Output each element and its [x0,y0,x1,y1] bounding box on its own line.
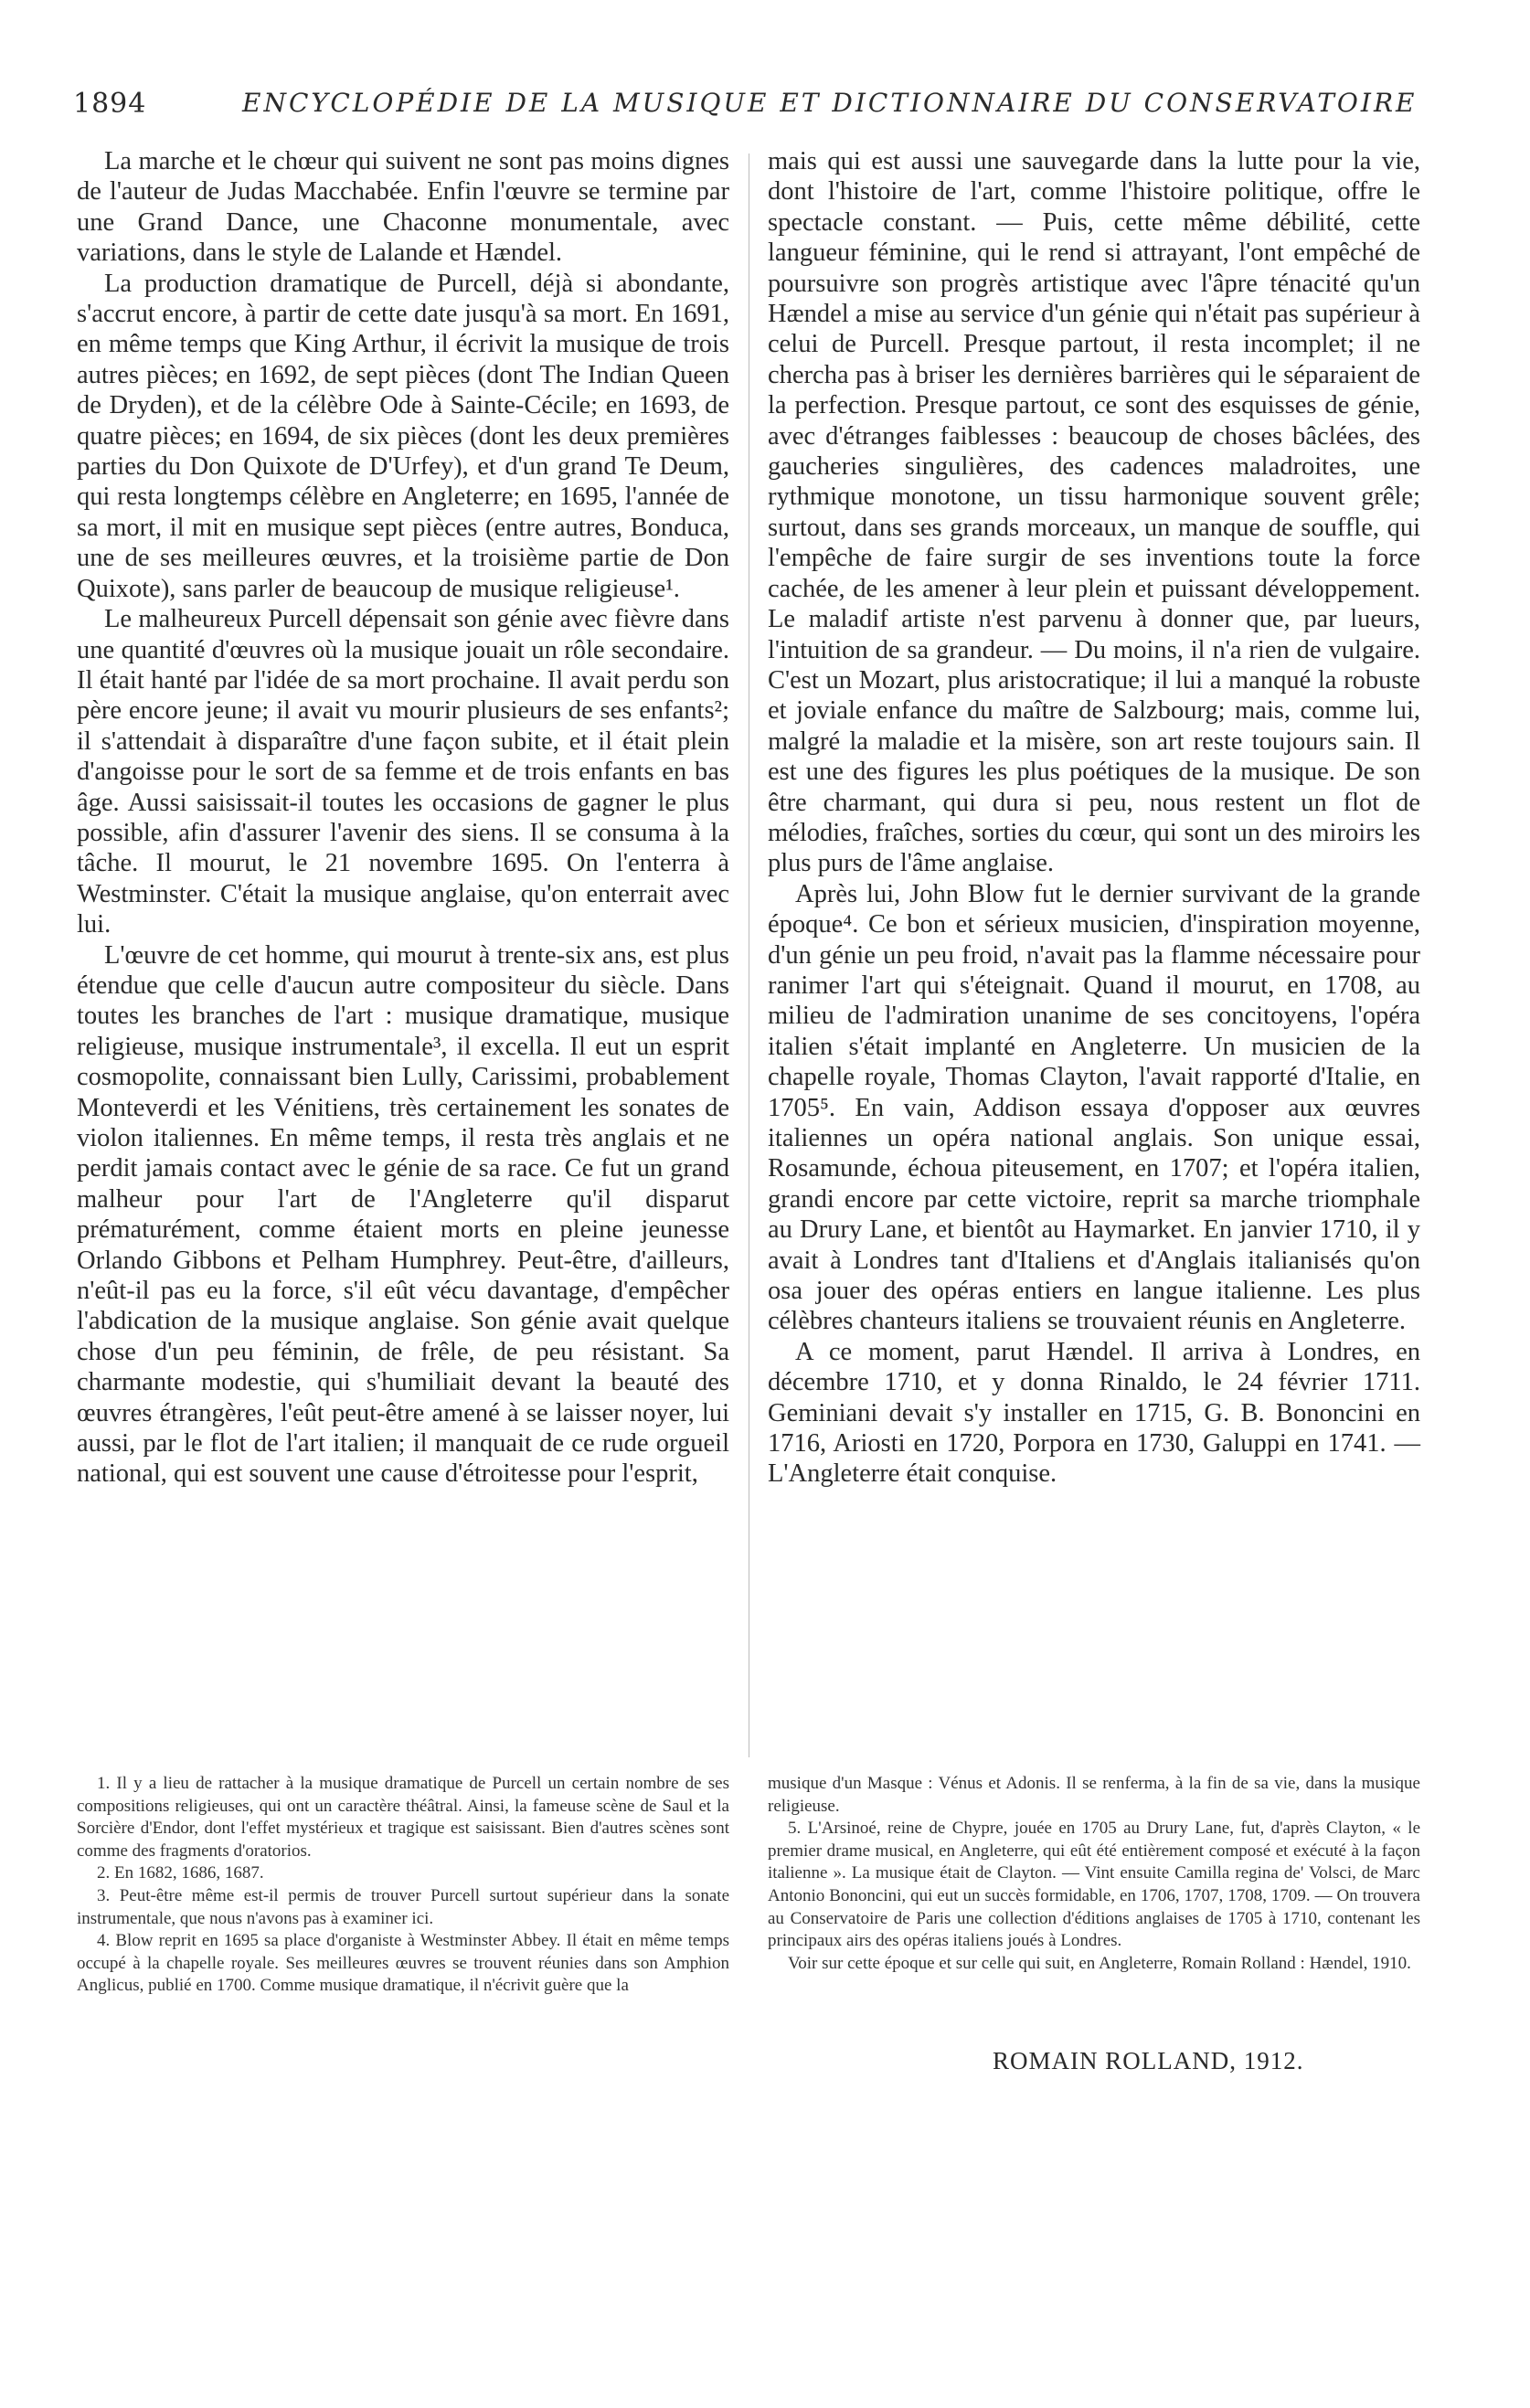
paragraph: A ce moment, parut Hændel. Il arriva à Londres, en décembre 1710, et y donna Rinaldo, le 24 février 1711. Geminiani devait s'y installer en 1715, G. B. Bononcini en 1716, Ariosti en 1720, Porpora en 1730, Galuppi en 1741. — L'Angleterre était conquise. [768,1337,1420,1489]
footnote: Voir sur cette époque et sur celle qui suit, en Angleterre, Romain Rolland : Hændel, 1910. [788,1953,1411,1973]
footnote: 3. Peut-être même est-il permis de trouver Purcell surtout supérieur dans la sonate instrumentale, que nous n'avons pas à examiner ici. [77,1885,729,1928]
paragraph: Le malheureux Purcell dépensait son génie avec fièvre dans une quantité d'œuvres où la musique jouait un rôle secondaire. Il était hanté par l'idée de sa mort prochaine. Il avait perdu son père encore jeune; il avait vu mourir plusieurs de ses enfants²; il s'attendait à disparaître d'une façon subite, et il était plein d'angoisse pour le sort de sa femme et de trois enfants en bas âge. Aussi saisissait-il toutes les occasions de gagner le plus possible, afin d'assurer l'avenir des siens. Il se consuma à la tâche. Il mourut, le 21 novembre 1695. On l'enterra à Westminster. C'était la musique anglaise, qu'on enterrait avec lui. [77,605,729,939]
paragraph: Après lui, John Blow fut le dernier survivant de la grande époque⁴. Ce bon et sérieux musicien, d'inspiration moyenne, d'un génie un peu froid, n'avait pas la flamme nécessaire pour ranimer l'art qui s'éteignait. Quand il mourut, en 1708, au milieu de l'admiration unanime de ses concitoyens, l'opéra italien s'était implanté en Angleterre. Un musicien de la chapelle royale, Thomas Clayton, l'avait rapporté d'Italie, en 1705⁵. En vain, Addison essaya d'opposer aux œuvres italiennes un opéra national anglais. Son unique essai, Rosamunde, échoua piteusement, en 1707; et l'opéra italien, grandi encore par cette victoire, reprit sa marche triomphale au Drury Lane, et bientôt au Haymarket. En janvier 1710, il y avait à Londres tant d'Italiens et d'Anglais italianisés qu'on osa jouer des opéras entiers en langue italienne. Les plus célèbres chanteurs italiens se trouvaient réunis en Angleterre. [768,879,1420,1336]
paragraph: mais qui est aussi une sauvegarde dans la lutte pour la vie, dont l'histoire de l'art, comme l'histoire politique, offre le spectacle constant. — Puis, cette même débilité, cette langueur féminine, qui le rend si attrayant, l'ont empêché de poursuivre son progrès artistique avec l'âpre ténacité qu'un Hændel a mise au service d'un génie qui n'était pas supérieur à celui de Purcell. Presque partout, il resta incomplet; il ne chercha pas à briser les dernières barrières qui le séparaient de la perfection. Presque partout, ce sont des esquisses de génie, avec d'étranges faiblesses : beaucoup de choses bâclées, des gaucheries singulières, des cadences maladroites, une rythmique monotone, un tissu harmonique souvent grêle; surtout, dans ses grands morceaux, un manque de souffle, qui l'empêche de faire surgir de ses inventions toute la force cachée, de les amener à leur plein et puissant développement. Le maladif artiste n'est parvenu à donner que, par lueurs, l'intuition de sa grandeur. — Du moins, il n'a rien de vulgaire. C'est un Mozart, plus aristocratique; il lui a manqué la robuste et joviale enfance du maître de Salzbourg; mais, comme lui, malgré la maladie et la misère, son art reste toujours sain. Il est une des figures les plus poétiques de la musique. De son être charmant, qui dura si peu, nous restent un flot de mélodies, fraîches, sorties du cœur, qui sont un des miroirs les plus purs de l'âme anglaise. [768,147,1420,878]
paragraph: La marche et le chœur qui suivent ne sont pas moins dignes de l'auteur de Judas Macchabée. Enfin l'œuvre se termine par une Grand Dance, une Chaconne monumentale, avec variations, dans le style de Lalande et Hændel. [77,147,729,268]
footnote: musique d'un Masque : Vénus et Adonis. Il se renferma, à la fin de sa vie, dans la musique religieuse. [768,1774,1420,1816]
main-text-right-column [768,146,1420,1490]
paragraph: L'œuvre de cet homme, qui mourut à trente-six ans, est plus étendue que celle d'aucun autre compositeur du siècle. Dans toutes les branches de l'art : musique dramatique, musique religieuse, musique instrumentale³, il excella. Il eut un esprit cosmopolite, connaissant bien Lully, Carissimi, probablement Monteverdi et les Vénitiens, très certainement les sonates de violon italiennes. En même temps, il resta très anglais et ne perdit jamais contact avec le génie de sa race. Ce fut un grand malheur pour l'art de l'Angleterre qu'il disparut prématurément, comme étaient morts en pleine jeunesse Orlando Gibbons et Pelham Humphrey. Peut-être, d'ailleurs, n'eût-il pas eu la force, s'il eût vécu davantage, d'empêcher l'abdication de la musique anglaise. Son génie avait quelque chose d'un peu féminin, de frêle, de peu résistant. Sa charmante modestie, qui s'humiliait devant la beauté des œuvres étrangères, l'eût peut-être amené à se laisser noyer, lui aussi, par le flot de l'art italien; il manquait de ce rude orgueil national, qui est souvent une cause d'étroitesse pour l'esprit, [77,940,729,1489]
running-title: ENCYCLOPÉDIE DE LA MUSIQUE ET DICTIONNAIRE DU CONSERVATOIRE [242,88,1418,118]
page-number: 1894 [73,88,147,120]
paragraph: La production dramatique de Purcell, déjà si abondante, s'accrut encore, à partir de cette date jusqu'à sa mort. En 1691, en même temps que King Arthur, il écrivit la musique de trois autres pièces; en 1692, de sept pièces (dont The Indian Queen de Dryden), et de la célèbre Ode à Sainte-Cécile; en 1693, de quatre pièces; en 1694, de six pièces (dont les deux premières parties du Don Quixote de D'Urfey), et d'un grand Te Deum, qui resta longtemps célèbre en Angleterre; en 1695, l'année de sa mort, il mit en musique sept pièces (entre autres, Bonduca, une de ses meilleures œuvres, et la troisième partie de Don Quixote), sans parler de beaucoup de musique religieuse¹. [77,269,729,603]
author-signature: ROMAIN ROLLAND, 1912. [993,2047,1304,2074]
footnotes-left [77,1773,729,1998]
footnote: 5. L'Arsinoé, reine de Chypre, jouée en 1705 au Drury Lane, fut, d'après Clayton, « le premier drame musical, en Angleterre, qui eût été entièrement composé et exécuté à la façon italienne ». La musique était de Clayton. — Vint ensuite Camilla regina de' Volsci, de Marc Antonio Bononcini, qui eut un succès formidable, en 1706, 1707, 1708, 1709. — On trouvera au Conservatoire de Paris une collection d'éditions anglaises de 1705 à 1710, contenant les principaux airs des opéras italiens joués à Londres. [768,1819,1420,1951]
main-text-left-column [77,146,729,1490]
footnotes-right [768,1773,1420,1975]
footnote: 4. Blow reprit en 1695 sa place d'organiste à Westminster Abbey. Il était en même temps occupé à la chapelle royale. Ses meilleures œuvres se trouvent réunies dans son Amphion Anglicus, publié en 1700. Comme musique dramatique, il n'écrivit guère que la [77,1931,729,1996]
footnote: 1. Il y a lieu de rattacher à la musique dramatique de Purcell un certain nombre de ses compositions religieuses, qui ont un caractère théâtral. Ainsi, la fameuse scène de Saul et la Sorcière d'Endor, dont l'effet mystérieux et tragique est saisissant. Bien d'autres scènes sont comme des fragments d'oratorios. [77,1774,729,1861]
footnote: 2. En 1682, 1686, 1687. [97,1863,264,1883]
running-header [73,88,1418,124]
